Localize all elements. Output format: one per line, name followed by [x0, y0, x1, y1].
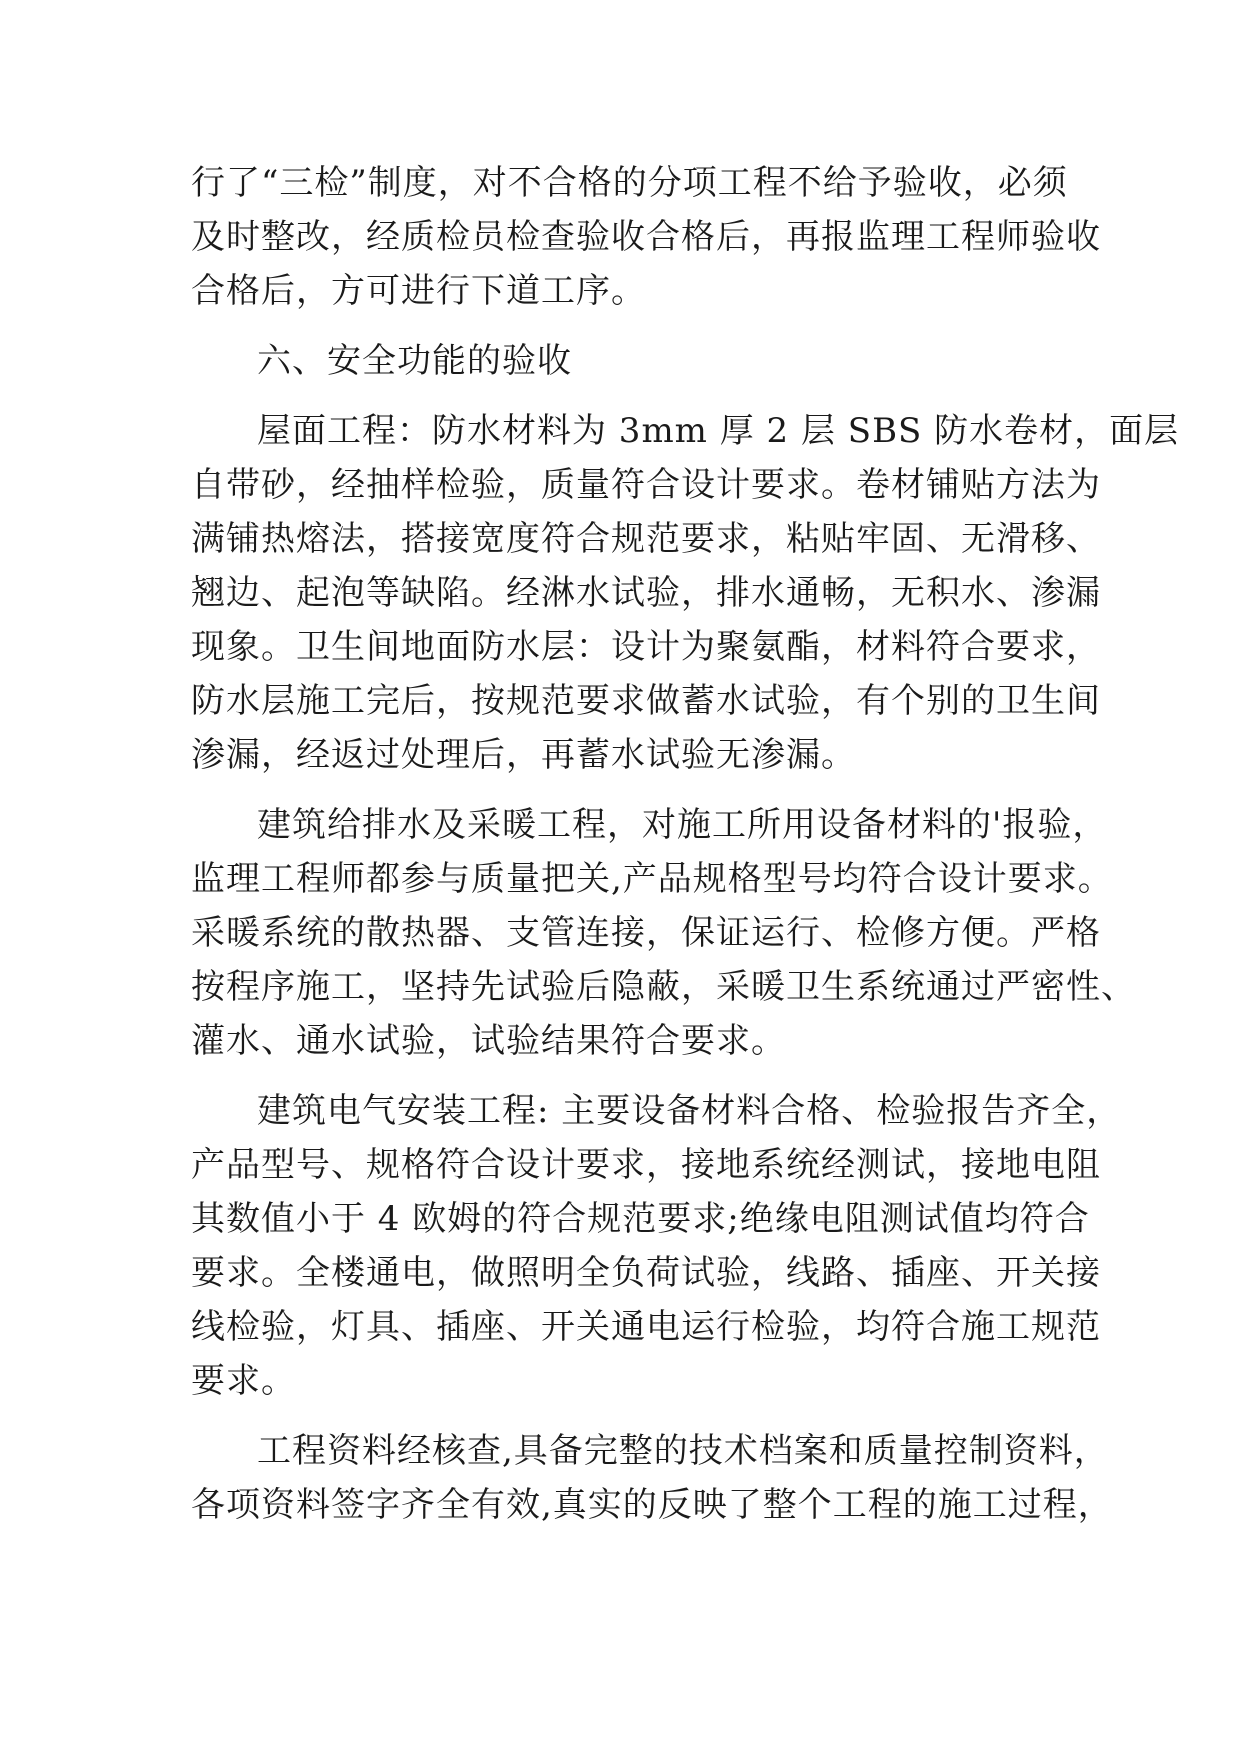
- text-line: 翘边、起泡等缺陷。经淋水试验，排水通畅，无积水、渗漏: [191, 573, 1101, 613]
- text-line: 其数值小于 4 欧姆的符合规范要求;绝缘电阻测试值均符合: [191, 1199, 1090, 1239]
- text-line: 建筑电气安装工程: 主要设备材料合格、检验报告齐全，: [257, 1091, 1122, 1131]
- text-line: 线检验，灯具、插座、开关通电运行检验，均符合施工规范: [191, 1307, 1101, 1347]
- text-line: 渗漏，经返过处理后，再蓄水试验无渗漏。: [191, 735, 856, 775]
- paragraph-plumbing: [191, 798, 1136, 1068]
- heading-text: 六、安全功能的验收: [257, 341, 572, 381]
- text-line: 灌水、通水试验，试验结果符合要求。: [191, 1021, 786, 1061]
- text-line: 行了“三检”制度，对不合格的分项工程不给予验收，必须: [191, 163, 1068, 203]
- text-line: 要求。全楼通电，做照明全负荷试验，线路、插座、开关接: [191, 1253, 1101, 1293]
- text-line: 现象。卫生间地面防水层：设计为聚氨酯，材料符合要求，: [191, 627, 1101, 667]
- text-line: 工程资料经核查,具备完整的技术档案和质量控制资料，: [257, 1431, 1109, 1471]
- text-line: 自带砂，经抽样检验，质量符合设计要求。卷材铺贴方法为: [191, 465, 1101, 505]
- text-line: 屋面工程：防水材料为 3mm 厚 2 层 SBS 防水卷材，面层: [257, 411, 1180, 451]
- paragraph-electrical: [191, 1084, 1122, 1408]
- text-line: 合格后，方可进行下道工序。: [191, 271, 646, 311]
- text-line: 防水层施工完后，按规范要求做蓄水试验，有个别的卫生间: [191, 681, 1101, 721]
- paragraph-continuation: [191, 156, 1101, 318]
- text-line: 各项资料签字齐全有效,真实的反映了整个工程的施工过程，: [191, 1485, 1113, 1525]
- paragraph-roofing: [191, 404, 1180, 782]
- text-line: 及时整改，经质检员检查验收合格后，再报监理工程师验收: [191, 217, 1101, 257]
- document-body: [191, 156, 1180, 1532]
- text-line: 满铺热熔法，搭接宽度符合规范要求，粘贴牢固、无滑移、: [191, 519, 1101, 559]
- text-line: 要求。: [191, 1361, 296, 1401]
- text-line: 监理工程师都参与质量把关,产品规格型号均符合设计要求。: [191, 859, 1113, 899]
- text-line: 产品型号、规格符合设计要求，接地系统经测试，接地电阻: [191, 1145, 1101, 1185]
- text-line: 按程序施工，坚持先试验后隐蔽，采暖卫生系统通过严密性、: [191, 967, 1136, 1007]
- text-line: 建筑给排水及采暖工程，对施工所用设备材料的'报验，: [257, 805, 1108, 845]
- section-heading: [191, 334, 1071, 388]
- paragraph-documentation: [191, 1424, 1113, 1532]
- text-line: 采暖系统的散热器、支管连接，保证运行、检修方便。严格: [191, 913, 1101, 953]
